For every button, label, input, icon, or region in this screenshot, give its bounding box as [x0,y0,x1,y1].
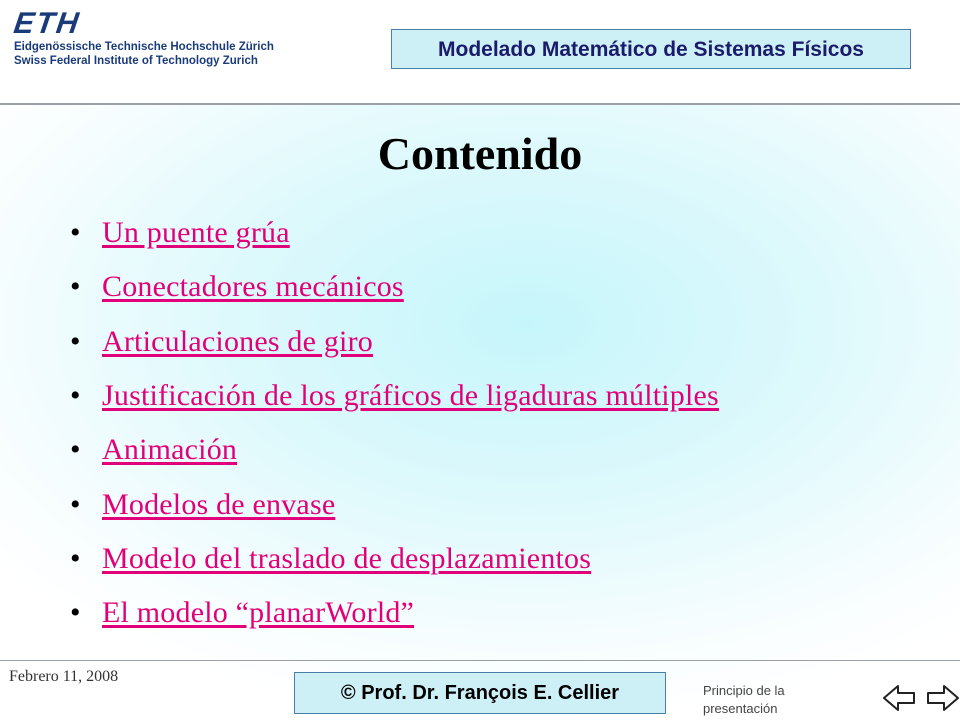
slide-header [0,0,960,105]
toc-link-traslado[interactable]: Modelo del traslado de desplazamientos [102,541,592,575]
eth-logo-line2: Swiss Federal Institute of Technology Zurich [14,55,258,67]
toc-link-envase[interactable]: Modelos de envase [102,487,336,521]
slide-title: Contenido [377,128,583,179]
copyright-box: © Prof. Dr. François E. Cellier [294,672,666,714]
header-divider [0,103,960,105]
home-link[interactable]: Principio de la presentación [703,683,785,716]
bullet: • [70,596,81,630]
toc-link-justificacion[interactable]: Justificación de los gráficos de ligaduras múltiples [102,379,719,413]
toc-link-animacion[interactable]: Animación [102,433,238,467]
list-item [70,260,719,314]
bullet: • [70,487,81,521]
list-item [70,423,719,477]
course-title: Modelado Matemático de Sistemas Físicos [438,38,864,61]
list-item [70,532,719,586]
toc-link-articulaciones[interactable]: Articulaciones de giro [102,324,373,358]
list-item [70,586,719,640]
slide-navigation [880,678,960,718]
bullet: • [70,216,81,250]
footer-divider [0,660,960,661]
arrow-right-icon[interactable] [922,678,960,718]
bullet: • [70,433,81,467]
bullet: • [70,324,81,358]
eth-logo-line1: Eidgenössische Technische Hochschule Zürich [14,41,274,53]
bullet: • [70,379,81,413]
toc-link-puente-grua[interactable]: Un puente grúa [102,216,290,250]
list-item [70,206,719,260]
toc-link-conectadores[interactable]: Conectadores mecánicos [102,270,404,304]
arrow-left-icon[interactable] [880,678,920,718]
bullet: • [70,270,81,304]
list-item [70,315,719,369]
slide-date: Febrero 11, 2008 [9,668,119,685]
list-item [70,477,719,531]
eth-logo [11,7,274,68]
toc-link-planarworld[interactable]: El modelo “planarWorld” [102,596,415,630]
eth-wordmark: ETH [11,7,83,40]
bullet: • [70,541,81,575]
list-item [70,369,719,423]
contents-list [70,206,719,640]
